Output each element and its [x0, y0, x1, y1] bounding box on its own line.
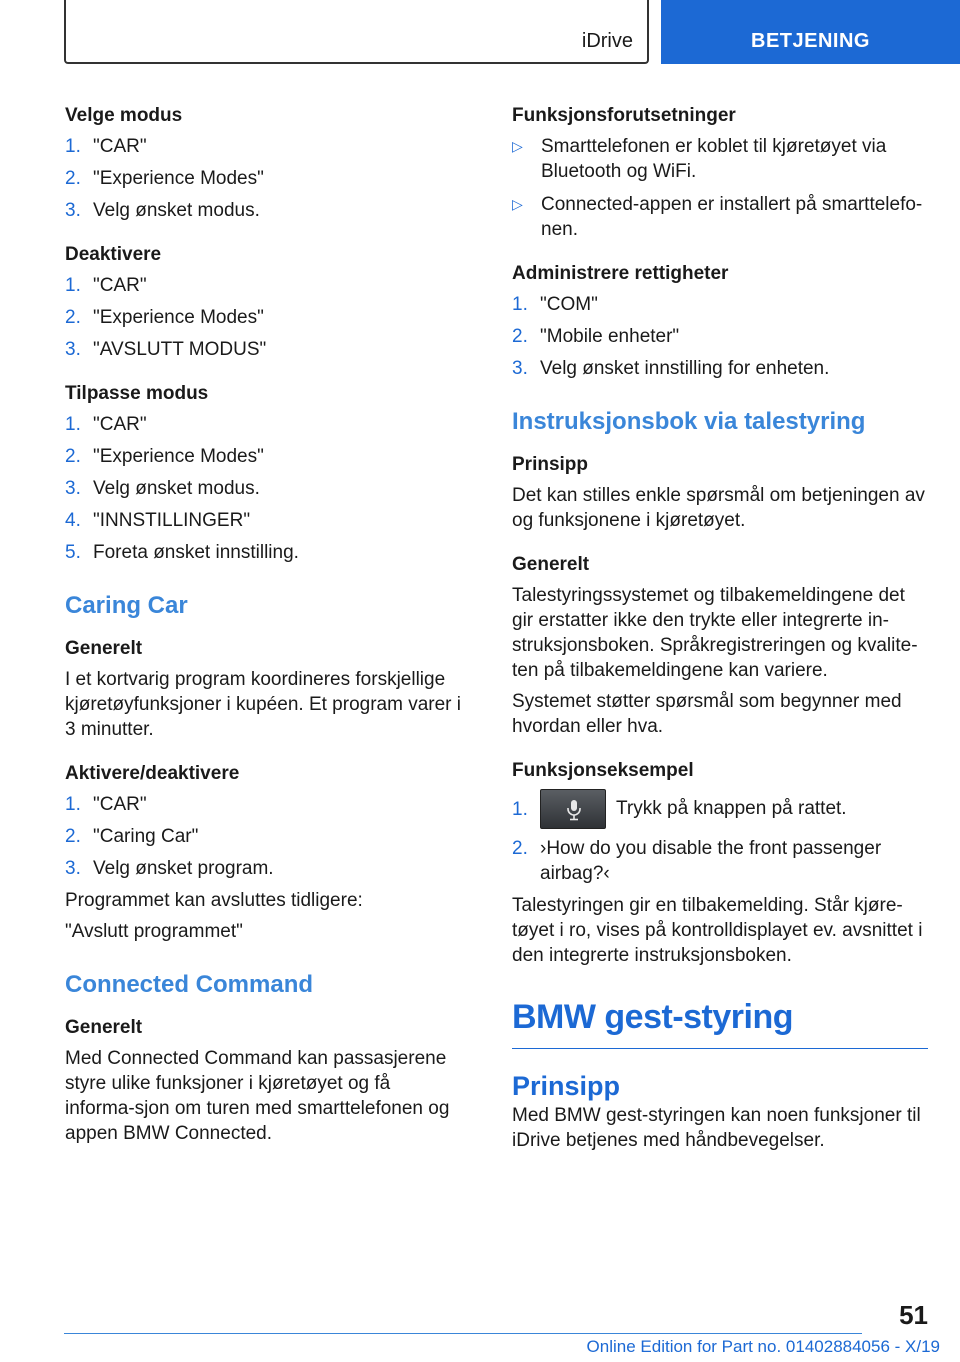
connected-generelt-text: Med Connected Command kan passasjerene styre ulike funksjoner i kjøretøyet og få informa-sjon om turen med smarttelefonen og appen BMW Connected. — [65, 1048, 450, 1144]
list-item: 3. "AVSLUTT MODUS" — [65, 339, 267, 360]
list-item: 1. "CAR" — [65, 136, 147, 157]
caring-generelt-text: I et kortvarig program koordineres forskjellige kjøretøyfunksjoner i kupéen. Et program varer i 3 minutter. — [65, 669, 461, 740]
list-item: 3. Velg ønsket modus. — [65, 200, 260, 221]
list-item: 3. Velg ønsket innstilling for enheten. — [512, 358, 830, 379]
instruks-result-text: Talestyringen gir en tilbakemelding. Står kjøre-tøyet i ro, vises på kontrolldisplayet ev. avsnittet i den integrerte instruksjonsboken. — [512, 895, 923, 966]
page-number: 51 — [899, 1300, 928, 1330]
steps-funksjonseksempel — [512, 789, 928, 886]
steps-administrere — [512, 292, 928, 381]
heading-caring-generelt: Generelt — [65, 638, 143, 659]
list-item: 3. Velg ønsket modus. — [65, 478, 260, 499]
list-item: 2. "Experience Modes" — [65, 446, 264, 467]
heading-aktivere-deaktivere: Aktivere/deaktivere — [65, 763, 240, 784]
section-title-connected-command: Connected Command — [65, 971, 314, 998]
heading-instruks-generelt: Generelt — [512, 554, 590, 575]
microphone-icon — [565, 799, 583, 821]
heading-deaktivere: Deaktivere — [65, 244, 162, 265]
section-title-instruksjonsbok: Instruksjonsbok via talestyring — [512, 408, 866, 435]
header-section-box — [64, 0, 649, 64]
heading-funksjonsforutsetninger: Funksjonsforutsetninger — [512, 105, 736, 126]
triangle-bullet-icon: ▷ — [512, 138, 523, 154]
footer-divider — [64, 1333, 862, 1334]
header-section-title: iDrive — [581, 30, 633, 52]
heading-gest-prinsipp: Prinsipp — [512, 1071, 621, 1101]
list-item: 2. "Caring Car" — [65, 826, 199, 847]
heading-administrere-rettigheter: Administrere rettigheter — [512, 263, 729, 284]
instruks-prinsipp-text: Det kan stilles enkle spørsmål om betjeningen av og funksjonene i kjøretøyet. — [512, 485, 925, 531]
heading-tilpasse-modus: Tilpasse modus — [65, 383, 209, 404]
section-title-caring-car: Caring Car — [65, 592, 188, 619]
list-item: ▷ Connected-appen er installert på smarttelefo-nen. — [512, 194, 923, 240]
list-item: 1. "COM" — [512, 294, 598, 315]
list-item: 3. Velg ønsket program. — [65, 858, 274, 879]
list-item: 2. "Mobile enheter" — [512, 326, 680, 347]
left-column — [65, 104, 465, 1152]
gest-prinsipp-text: Med BMW gest-styringen kan noen funksjoner til iDrive betjenes med håndbevegelser. — [512, 1105, 921, 1151]
list-item: 1. "CAR" — [65, 414, 147, 435]
footer-edition-text: Online Edition for Part no. 01402884056 - X/19 — [586, 1337, 940, 1356]
steps-caring-car — [65, 792, 465, 881]
list-item: ▷ Smarttelefonen er koblet til kjøretøyet via Bluetooth og WiFi. — [512, 136, 887, 182]
header-chapter-tab — [661, 0, 960, 64]
steps-velge-modus — [65, 134, 465, 223]
list-item: 4. "INNSTILLINGER" — [65, 510, 251, 531]
triangle-bullet-icon: ▷ — [512, 196, 523, 212]
chapter-title-bmw-gest-styring: BMW gest-styring — [512, 996, 928, 1049]
list-item: 2. ›How do you disable the front passenger airbag?‹ — [512, 838, 882, 884]
list-item: 5. Foreta ønsket innstilling. — [65, 542, 299, 563]
caring-note-menu-item: "Avslutt programmet" — [65, 921, 243, 942]
list-item: 2. "Experience Modes" — [65, 168, 264, 189]
list-item: 1. "CAR" — [65, 275, 147, 296]
heading-funksjonseksempel: Funksjonseksempel — [512, 760, 694, 781]
voice-button-image — [540, 789, 606, 829]
instruks-generelt-text-2: Systemet støtter spørsmål som begynner med hvordan eller hva. — [512, 691, 902, 737]
header-chapter-title: BETJENING — [751, 30, 870, 52]
caring-note-early-end: Programmet kan avsluttes tidligere: — [65, 890, 363, 911]
right-column — [512, 104, 928, 1159]
heading-instruks-prinsipp: Prinsipp — [512, 454, 589, 475]
steps-deaktivere — [65, 273, 465, 362]
steps-tilpasse-modus — [65, 412, 465, 565]
list-item: 1. "CAR" — [65, 794, 147, 815]
heading-velge-modus: Velge modus — [65, 105, 183, 126]
instruks-generelt-text-1: Talestyringssystemet og tilbakemeldingene det gir erstatter ikke den trykte eller integrerte in-struksjonsboken. Språkregistreringen og kvalite-ten på tilbakemeldingene kan variere. — [512, 585, 918, 681]
heading-connected-generelt: Generelt — [65, 1017, 143, 1038]
bullets-forutsetninger — [512, 134, 928, 242]
list-item: 2. "Experience Modes" — [65, 307, 264, 328]
list-item: 1. Trykk på knappen på rattet. — [512, 789, 928, 829]
